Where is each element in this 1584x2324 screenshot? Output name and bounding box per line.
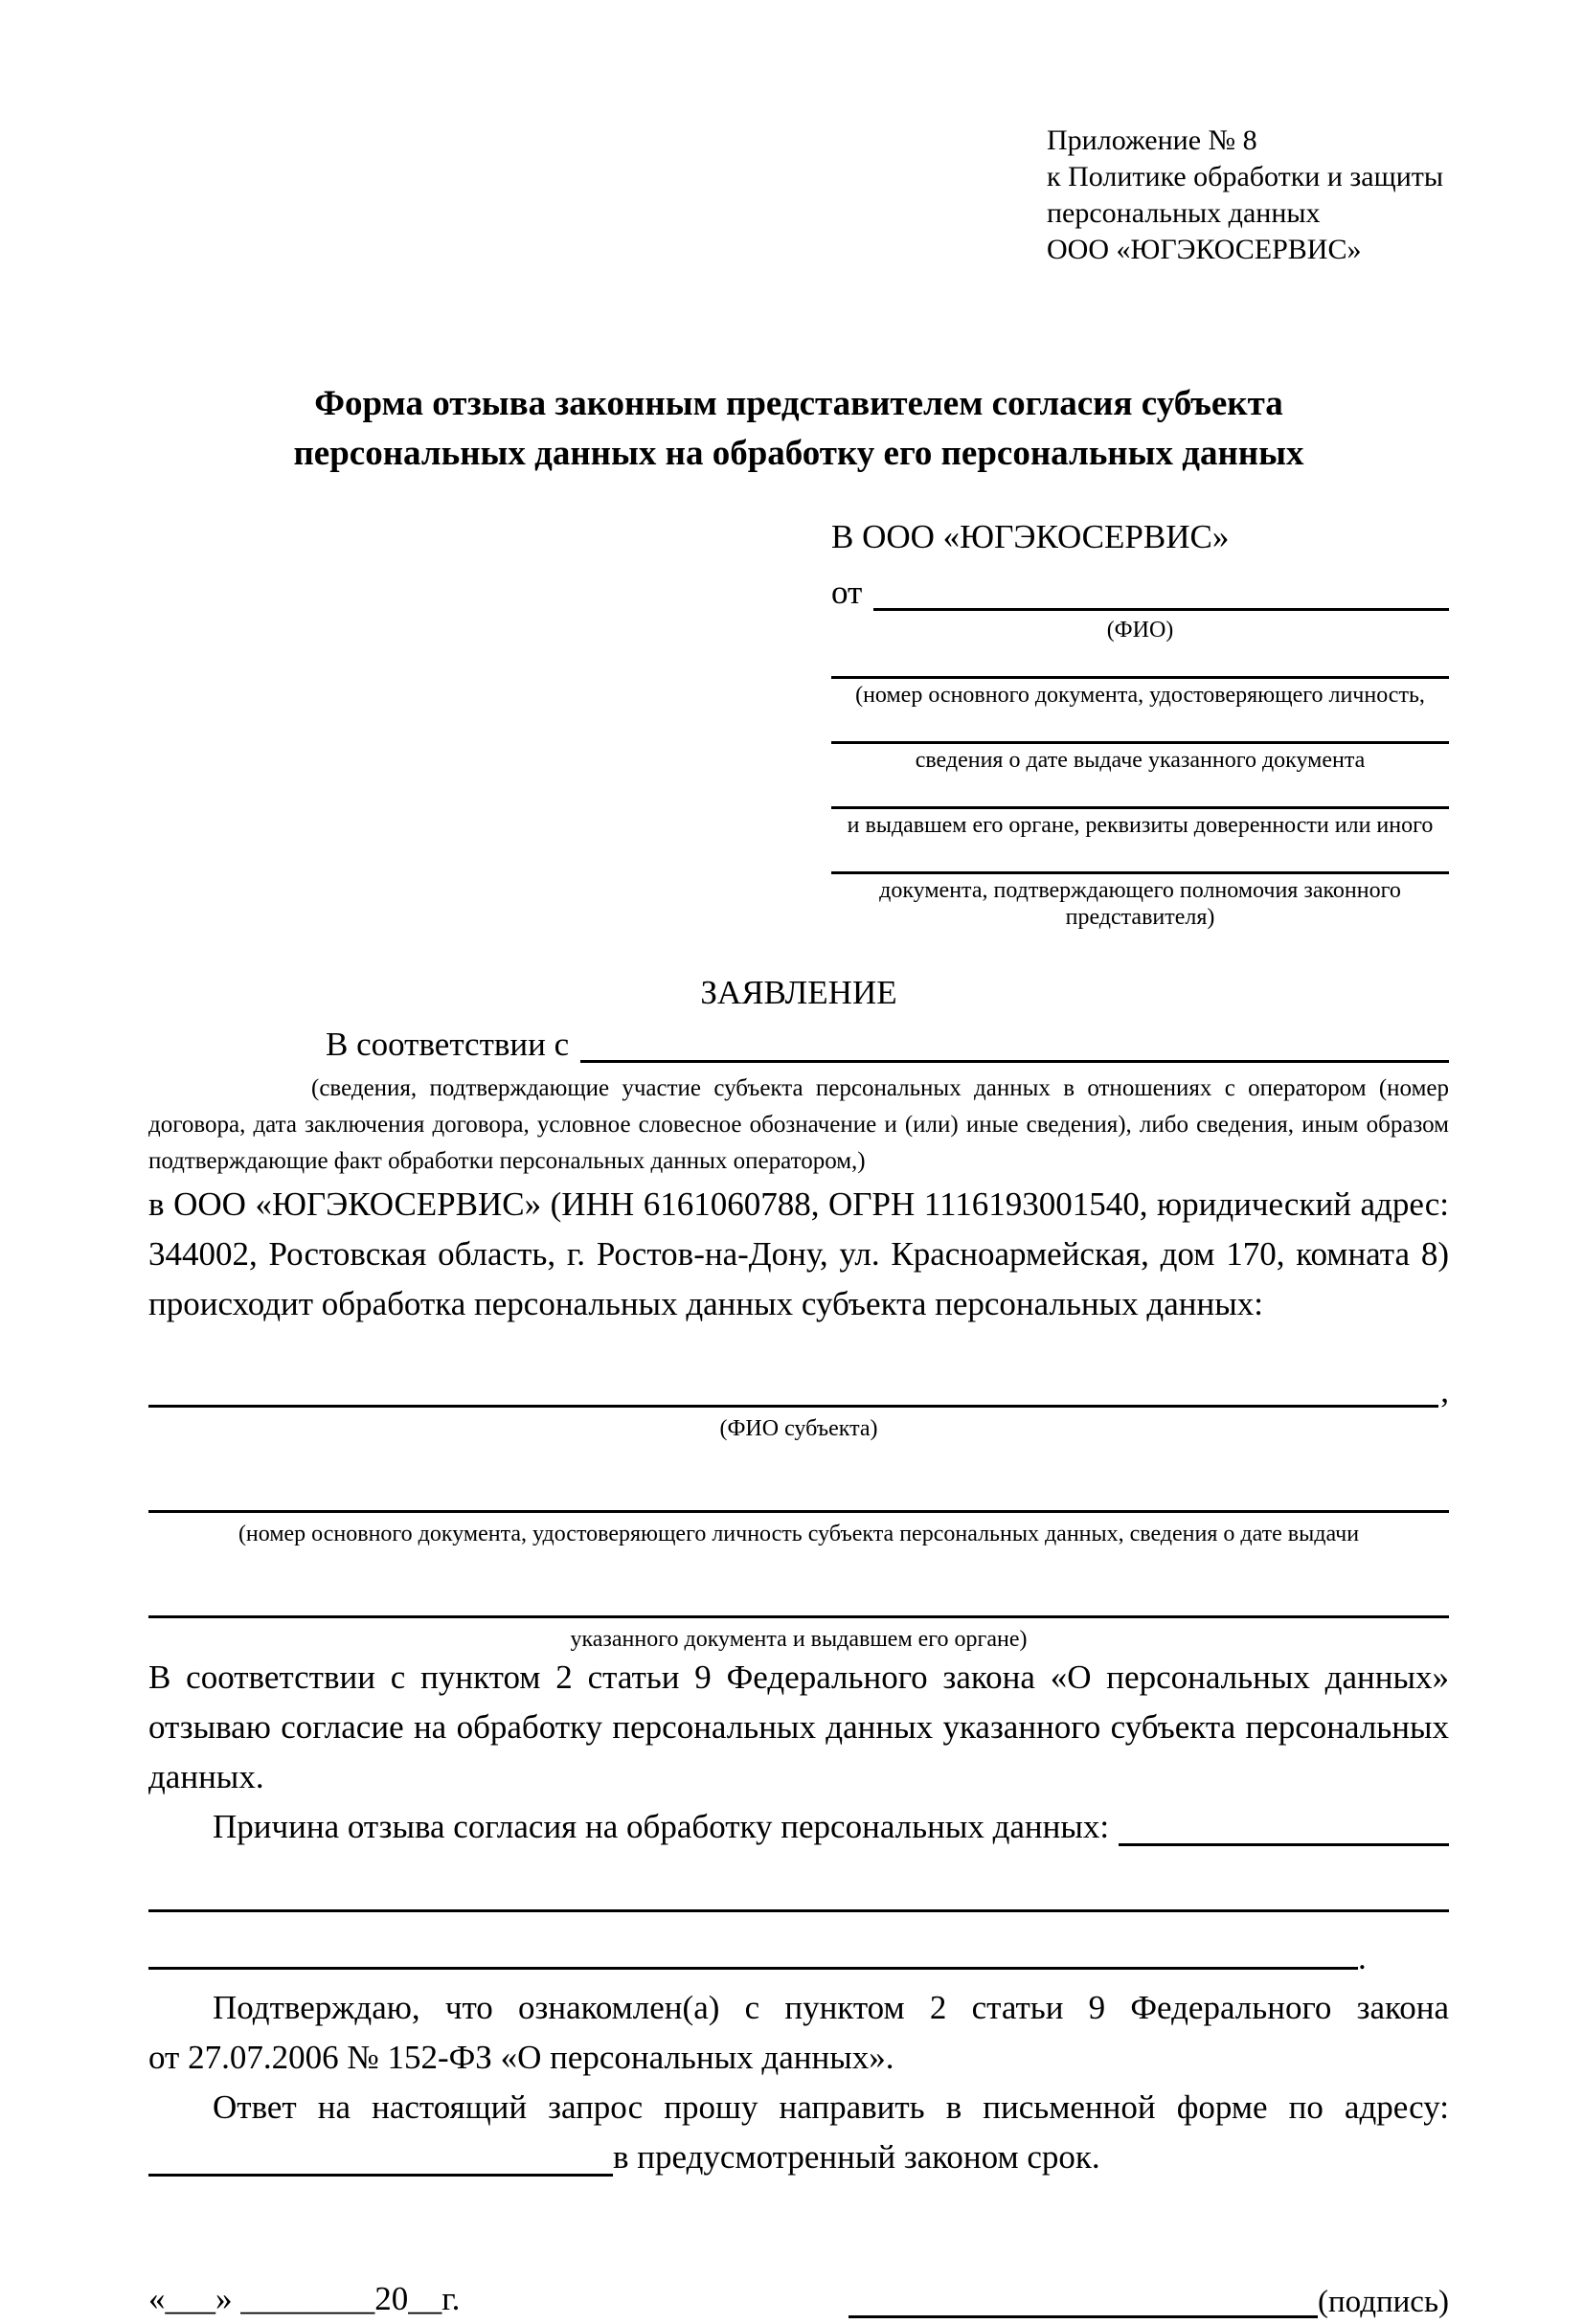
subject-fio-comma: ,: [1440, 1372, 1449, 1410]
blank-line: [831, 643, 1449, 679]
from-blank-line: [873, 608, 1449, 611]
blank-line: [831, 839, 1449, 874]
reason-row: [148, 1802, 1449, 1852]
annex-header: [1047, 123, 1449, 268]
statement-heading: ЗАЯВЛЕНИЕ: [700, 974, 897, 1011]
document-title: [148, 379, 1449, 479]
field-caption: документа, подтверждающего полномочия законного представителя): [879, 878, 1401, 930]
reason-blank-line: [1119, 1843, 1449, 1846]
reason-label: Причина отзыва согласия на обработку персональных данных:: [213, 1808, 1110, 1845]
signature-caption: (подпись): [1318, 2285, 1449, 2319]
reason-blank-line-2: [148, 1909, 1449, 1912]
intro-blank-line: [580, 1060, 1449, 1063]
field-caption: и выдавшем его органе, реквизиты доверенности или иного: [847, 813, 1434, 838]
document-title-line2: персональных данных на обработку его персональных данных: [293, 434, 1304, 473]
footer-row: [148, 2274, 1449, 2324]
field-caption: (номер основного документа, удостоверяющего личность,: [855, 683, 1425, 708]
subject-fio-row: [148, 1369, 1449, 1413]
annex-header-line: к Политике обработки и защиты: [1047, 161, 1444, 192]
from-label: от: [831, 574, 863, 611]
blank-line: [148, 1967, 1358, 1970]
signature-group: [849, 2280, 1449, 2324]
subject-doc-row-2: [148, 1580, 1449, 1624]
date-line: «___» ________20__г.: [148, 2280, 461, 2317]
reason-blank-line-3-row: [148, 1941, 1449, 1975]
blank-line: [148, 1615, 1449, 1618]
annex-header-line: ООО «ЮГЭКОСЕРВИС»: [1047, 234, 1362, 265]
blank-line: [148, 1405, 1438, 1408]
blank-line: [831, 774, 1449, 809]
annex-header-line: Приложение № 8: [1047, 124, 1257, 156]
reply-paragraph: Ответ на настоящий запрос прошу направить в письменной форме по адресу:: [213, 2088, 1449, 2126]
field-caption: сведения о дате выдаче указанного документа: [915, 748, 1366, 773]
reply-address-row: [148, 2132, 1449, 2182]
addressee-to: В ООО «ЮГЭКОСЕРВИС»: [831, 518, 1230, 555]
signature-blank-line: [849, 2315, 1318, 2318]
addressee-block: [831, 513, 1449, 931]
subject-doc-caption-2: указанного документа и выдавшем его органе): [570, 1627, 1028, 1652]
withdraw-paragraph: В соответствии с пунктом 2 статьи 9 Федерального закона «О персональных данных» отзываю согласие на обработку персональных данных указанного субъекта персональных данных.: [148, 1658, 1449, 1795]
fio-caption: (ФИО): [1106, 618, 1174, 643]
representative-doc-field: [831, 839, 1449, 931]
representative-doc-field: [831, 709, 1449, 774]
representative-doc-field: [831, 643, 1449, 709]
reply-address-blank-line: [148, 2174, 613, 2177]
confirm-paragraph-line2: от 27.07.2006 № 152-ФЗ «О персональных данных».: [148, 2039, 894, 2076]
blank-line: [831, 709, 1449, 744]
addressee-from-row: [831, 569, 1449, 617]
intro-label: В соответствии с: [326, 1026, 570, 1063]
subject-doc-caption: (номер основного документа, удостоверяющего личность субъекта персональных данных, сведения о дате выдачи: [238, 1522, 1360, 1546]
reply-suffix: в предусмотренный законом срок.: [613, 2138, 1100, 2176]
subject-fio-caption: (ФИО субъекта): [719, 1416, 878, 1441]
subject-doc-row: [148, 1475, 1449, 1519]
blank-line: [148, 1510, 1449, 1513]
document-title-line1: Форма отзыва законным представителем согласия субъекта: [314, 384, 1283, 423]
confirm-paragraph-line1: Подтверждаю, что ознакомлен(а) с пунктом 2 статьи 9 Федерального закона: [213, 1989, 1449, 2026]
reason-period: .: [1357, 1939, 1367, 1976]
representative-doc-field: [831, 774, 1449, 839]
intro-note: (сведения, подтверждающие участие субъекта персональных данных в отношениях с оператором (номер договора, дата заключения договора, условное словесное обозначение и (или) иные сведения), либо сведения, иным образом подтверждающие факт обработки персональных данных оператором,): [148, 1075, 1449, 1174]
statement-intro-row: [148, 1021, 1449, 1069]
annex-header-line: персональных данных: [1047, 197, 1321, 229]
operator-paragraph: в ООО «ЮГЭКОСЕРВИС» (ИНН 6161060788, ОГРН 1116193001540, юридический адрес: 344002, Ростовская область, г. Ростов-на-Дону, ул. Красноармейская, дом 170, комната 8) происходит обработка персональных данных субъекта персональных данных:: [148, 1185, 1449, 1322]
